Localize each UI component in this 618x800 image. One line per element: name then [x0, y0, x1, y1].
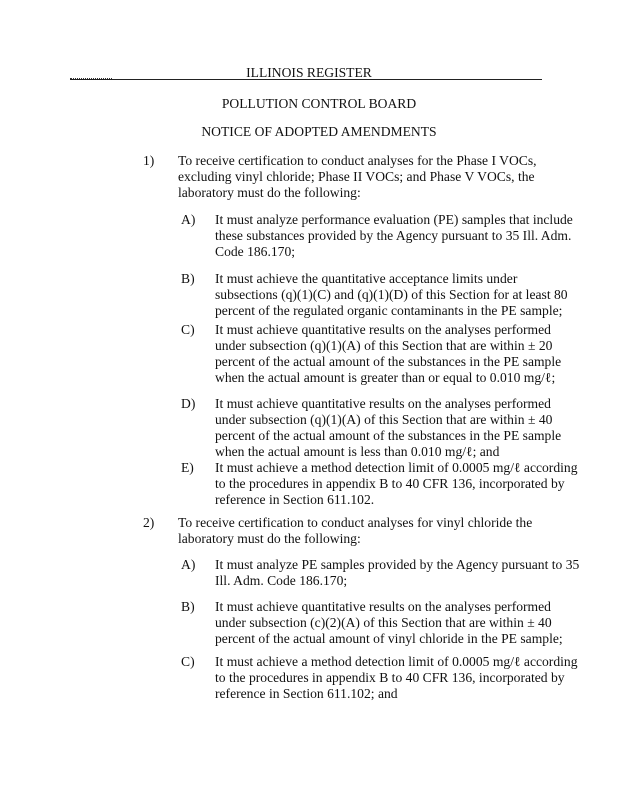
item-text-line: It must achieve quantitative results on the analyses performed [215, 322, 551, 337]
item-text-line: It must achieve quantitative results on the analyses performed [215, 396, 551, 411]
item-label: D) [181, 396, 196, 411]
register-title: ILLINOIS REGISTER [246, 65, 372, 80]
item-label: E) [181, 460, 194, 475]
item-text-line: percent of the actual amount of the substances in the PE sample [215, 354, 562, 369]
item-text-line: To receive certification to conduct analyses for vinyl chloride the [178, 515, 533, 530]
item-text-line: It must analyze PE samples provided by the Agency pursuant to 35 [215, 557, 580, 572]
item-text-line: It must achieve a method detection limit of 0.0005 mg/ℓ according [215, 460, 578, 475]
item-text-line: It must achieve a method detection limit of 0.0005 mg/ℓ according [215, 654, 578, 669]
item-label: B) [181, 599, 195, 614]
item-label: A) [181, 212, 196, 227]
item-text-line: when the actual amount is less than 0.010 mg/ℓ; and [215, 444, 500, 459]
item-text-line: reference in Section 611.102. [215, 492, 375, 507]
item-text-line: to the procedures in appendix B to 40 CFR 136, incorporated by [215, 476, 565, 491]
board-title: POLLUTION CONTROL BOARD [221, 96, 417, 111]
item-text-line: percent of the actual amount of vinyl chloride in the PE sample; [215, 631, 563, 646]
item-label: C) [181, 322, 195, 337]
item-text-line: when the actual amount is greater than or equal to 0.010 mg/ℓ; [215, 370, 556, 385]
item-label: B) [181, 271, 195, 286]
item-text-line: laboratory must do the following: [178, 185, 361, 200]
item-text-line: under subsection (q)(1)(A) of this Section that are within ± 20 [215, 338, 553, 353]
item-label: A) [181, 557, 196, 572]
item-text-line: It must achieve quantitative results on the analyses performed [215, 599, 551, 614]
item-text-line: laboratory must do the following: [178, 531, 361, 546]
item-text-line: percent of the regulated organic contaminants in the PE sample; [215, 303, 563, 318]
item-text-line: To receive certification to conduct analyses for the Phase I VOCs, [178, 153, 537, 168]
item-label: C) [181, 654, 195, 669]
item-text-line: Ill. Adm. Code 186.170; [215, 573, 348, 588]
item-text-line: to the procedures in appendix B to 40 CFR 136, incorporated by [215, 670, 565, 685]
item-text-line: Code 186.170; [215, 244, 296, 259]
item-text-line: under subsection (q)(1)(A) of this Section that are within ± 40 [215, 412, 553, 427]
item-text-line: under subsection (c)(2)(A) of this Section that are within ± 40 [215, 615, 552, 630]
item-text-line: reference in Section 611.102; and [215, 686, 398, 701]
item-label: 2) [143, 515, 155, 530]
item-text-line: excluding vinyl chloride; Phase II VOCs; and Phase V VOCs, the [178, 169, 535, 184]
item-text-line: subsections (q)(1)(C) and (q)(1)(D) of this Section for at least 80 [215, 287, 568, 302]
item-text-line: It must analyze performance evaluation (PE) samples that include [215, 212, 573, 227]
item-text-line: percent of the actual amount of the substances in the PE sample [215, 428, 562, 443]
notice-title: NOTICE OF ADOPTED AMENDMENTS [201, 124, 437, 139]
item-text-line: It must achieve the quantitative acceptance limits under [215, 271, 518, 286]
item-text-line: these substances provided by the Agency pursuant to 35 Ill. Adm. [215, 228, 572, 243]
item-label: 1) [143, 153, 155, 168]
